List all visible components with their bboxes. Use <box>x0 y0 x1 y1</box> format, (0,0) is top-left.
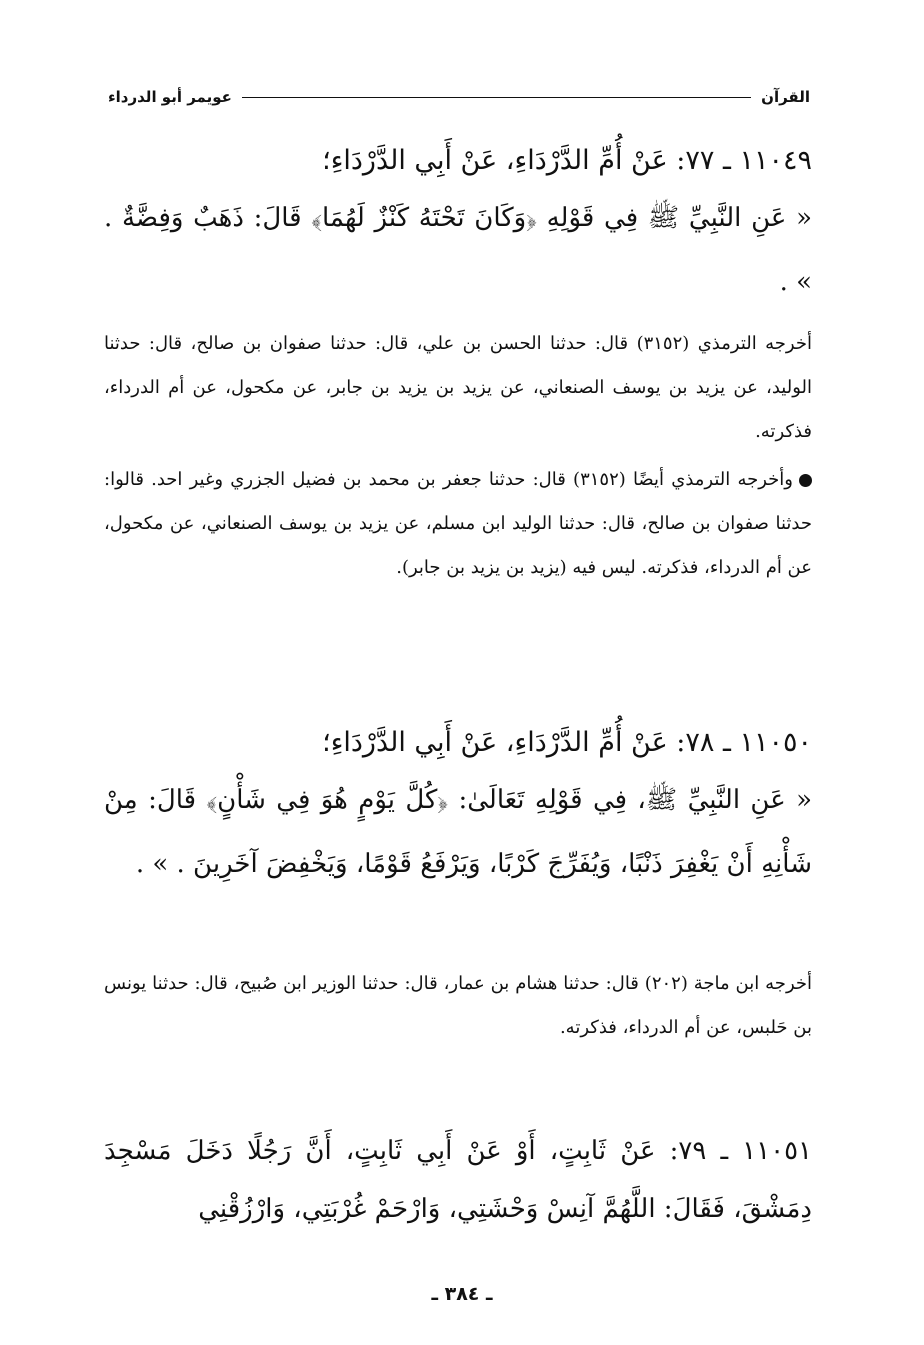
hadith-1050-takhrij: أخرجه ابن ماجة (٢٠٢) قال: حدثنا هشام بن عمار، قال: حدثنا الوزير ابن صُبيح، قال: حدثنا يونس بن حَلبس، عن أم الدرداء، فذكرته. <box>104 973 812 1038</box>
hadith-1049-takhrij-2 <box>104 458 812 590</box>
hadith-1050-text: « عَنِ النَّبِيِّ ﷺ، فِي قَوْلِهِ تَعَالَىٰ: ﴿كُلَّ يَوْمٍ هُوَ فِي شَأْنٍ﴾ قَالَ: مِنْ شَأْنِهِ أَنْ يَغْفِرَ ذَنْبًا، وَيُفَرِّجَ كَرْبًا، وَيَرْفَعُ قَوْمًا، وَيَخْفِضَ آخَرِينَ . » . <box>104 785 812 879</box>
running-header <box>108 82 810 112</box>
header-rule <box>242 97 751 98</box>
hadith-1049-heading: ١١٠٤٩ ـ ٧٧: عَنْ أُمِّ الدَّرْدَاءِ، عَنْ أَبِي الدَّرْدَاءِ؛ <box>322 145 812 176</box>
hadith-1049-takhrij-2-text: وأخرجه الترمذي أيضًا (٣١٥٢) قال: حدثنا جعفر بن محمد بن فضيل الجزري وغير احد. قالوا: حدثنا صفوان بن صالح، قال: حدثنا الوليد ابن مسلم، عن يزيد بن يوسف الصنعاني، عن مكحول، عن أم الدرداء، فذكرته. ليس فيه (يزيد بن يزيد بن جابر). <box>104 469 812 578</box>
page-number: ـ ٣٨٤ ـ <box>431 1283 493 1305</box>
hadith-1049-text: « عَنِ النَّبِيِّ ﷺ فِي قَوْلِهِ ﴿وَكَانَ تَحْتَهُ كَنْزٌ لَهُمَا﴾ قَالَ: ذَهَبٌ وَفِضَّةٌ . » . <box>104 203 812 297</box>
hadith-1049-takhrij: أخرجه الترمذي (٣١٥٢) قال: حدثنا الحسن بن علي، قال: حدثنا صفوان بن صالح، قال: حدثنا الوليد، عن يزيد بن يوسف الصنعاني، عن يزيد بن يزيد بن جابر، عن مكحول، عن أم الدرداء، فذكرته. <box>104 333 812 442</box>
header-section-title: القرآن <box>761 88 810 106</box>
hadith-1051-text: ١١٠٥١ ـ ٧٩: عَنْ ثَابِتٍ، أَوْ عَنْ أَبِي ثَابِتٍ، أَنَّ رَجُلًا دَخَلَ مَسْجِدَ دِمَشْقَ، فَقَالَ: اللَّهُمَّ آنِسْ وَحْشَتِي، وَارْحَمْ غُرْبَتِي، وَارْزُقْنِي <box>104 1136 812 1224</box>
bullet-icon <box>799 474 812 487</box>
header-chapter-title: عويمر أبو الدرداء <box>108 88 232 106</box>
hadith-1050-heading: ١١٠٥٠ ـ ٧٨: عَنْ أُمِّ الدَّرْدَاءِ، عَنْ أَبِي الدَّرْدَاءِ؛ <box>322 727 812 758</box>
